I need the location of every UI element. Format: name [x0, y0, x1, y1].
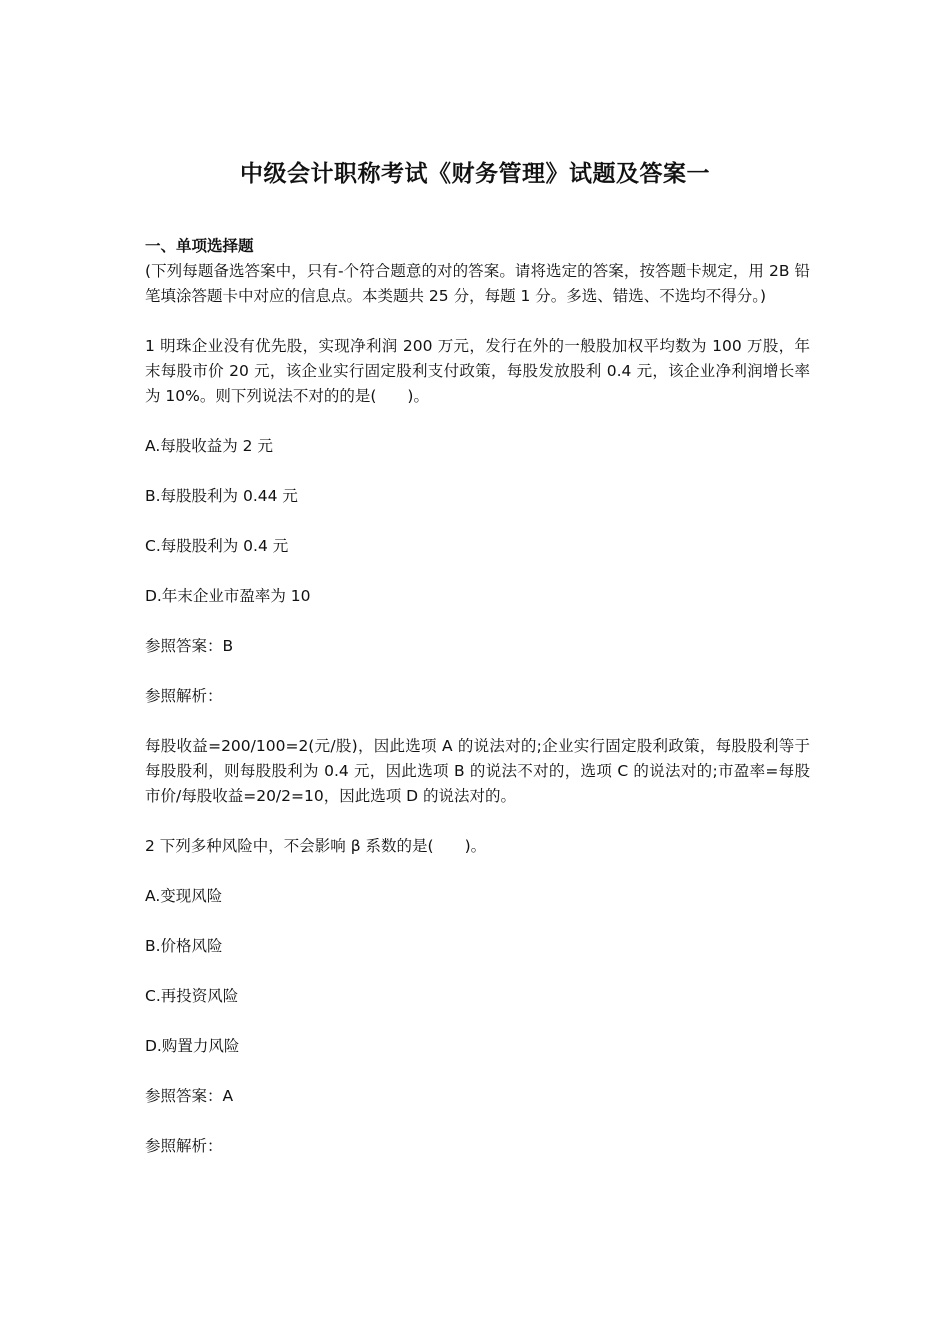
question-2-stem: 2 下列多种风险中，不会影响 β 系数的是( )。 — [145, 837, 487, 855]
question-2-answer: 参照答案：A — [145, 1087, 234, 1105]
question-1-answer: 参照答案：B — [145, 637, 234, 655]
section-heading: 一、单项选择题 — [145, 237, 254, 255]
question-1-option-c: C.每股股利为 0.4 元 — [145, 537, 289, 555]
question-1-analysis: 每股收益=200/100=2(元/股)，因此选项 A 的说法对的;企业实行固定股利政策，每股股利等于每股股利，则每股股利为 0.4 元，因此选项 B 的说法不对的，选项 C 的说法对的;市盈率=每股市价/每股收益=20/2=10，因此选项 D 的说法对的。 — [145, 737, 810, 805]
question-1-option-d: D.年末企业市盈率为 10 — [145, 587, 311, 605]
section-instructions: (下列每题备选答案中，只有-个符合题意的对的答案。请将选定的答案，按答题卡规定，用 2B 铅笔填涂答题卡中对应的信息点。本类题共 25 分，每题 1 分。多选、错选、不选均不得分。) — [145, 262, 810, 305]
question-2-option-a: A.变现风险 — [145, 887, 223, 905]
spacer — [145, 309, 810, 334]
question-1-option-b: B.每股股利为 0.44 元 — [145, 487, 298, 505]
question-1-stem: 1 明珠企业没有优先股，实现净利润 200 万元，发行在外的一般股加权平均数为 100 万股，年末每股市价 20 元，该企业实行固定股利支付政策，每股发放股利 0.4 元，该企业净利润增长率为 10%。则下列说法不对的的是( )。 — [145, 337, 810, 405]
document-title: 中级会计职称考试《财务管理》试题及答案一 — [240, 161, 710, 187]
question-2-option-d: D.购置力风险 — [145, 1037, 240, 1055]
question-2-option-c: C.再投资风险 — [145, 987, 239, 1005]
question-2-analysis-label: 参照解析： — [145, 1137, 223, 1155]
question-1-analysis-label: 参照解析： — [145, 687, 223, 705]
question-2-option-b: B.价格风险 — [145, 937, 223, 955]
question-1-option-a: A.每股收益为 2 元 — [145, 437, 273, 455]
document-body — [145, 234, 810, 1184]
